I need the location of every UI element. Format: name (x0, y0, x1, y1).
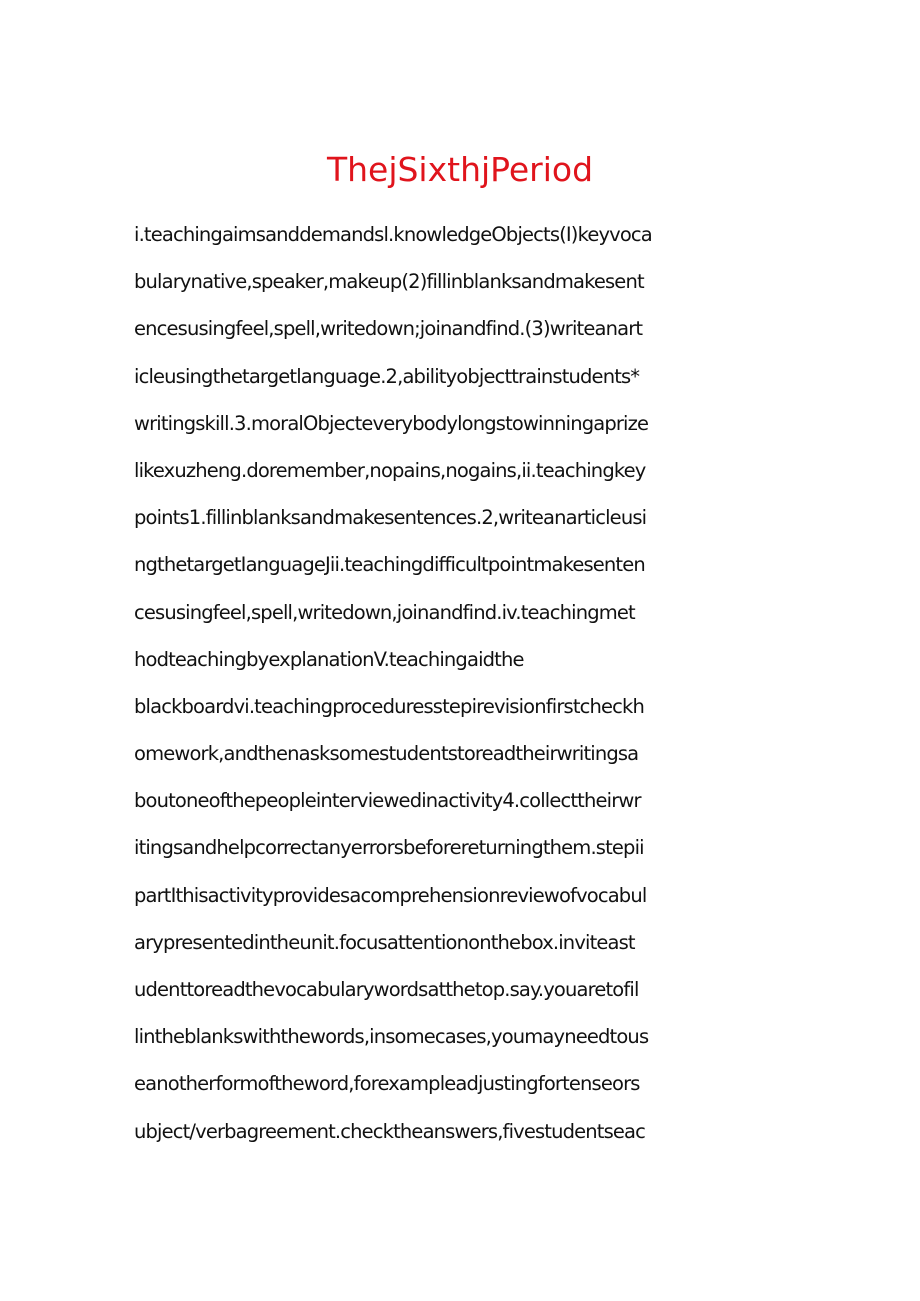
document-title: ThejSixthjPeriod (326, 150, 594, 189)
body-line: hodteachingbyexplanationV.teachingaidthe (134, 647, 524, 671)
body-line: itingsandhelpcorrectanyerrorsbeforereturningthem.stepii (134, 836, 644, 860)
body-line: cesusingfeel,spell,writedown,joinandfind.iv.teachingmet (134, 600, 635, 624)
body-line: i.teachingaimsanddemandsl.knowledgeObjects(I)keyvoca (134, 223, 652, 246)
body-line: ngthetargetIanguageJii.teachingdifficultpointmakesenten (134, 553, 645, 577)
document-body (134, 211, 794, 1155)
body-line: likexuzheng.doremember,nopains,nogains,ii.teachingkey (134, 458, 646, 482)
body-line: partIthisactivityprovidesacomprehensionreviewofvocabul (134, 883, 647, 907)
body-line: lintheblankswiththewords,insomecases,youmayneedtous (134, 1025, 649, 1049)
body-line: omework,andthenasksomestudentstoreadtheirwritingsa (134, 742, 639, 766)
body-line: bularynative,speaker,makeup(2)fillinblanksandmakesent (134, 270, 644, 294)
body-line: boutoneofthepeopleinterviewedinactivity4.collecttheirwr (134, 789, 641, 813)
body-line: encesusingfeel,spell,writedown;joinandfind.(3)writeanart (134, 317, 643, 341)
body-line: arypresentedintheunit.focusattentiononthebox.inviteast (134, 930, 635, 954)
body-line: blackboardvi.teachingproceduresstepirevisionfirstcheckh (134, 694, 644, 718)
body-line: points1.fillinblanksandmakesentences.2,writeanarticleusi (134, 506, 647, 530)
body-line: udenttoreadthevocabularywordsatthetop.say.youaretofil (134, 978, 639, 1001)
body-line: ubject/verbagreement.checktheanswers,fivestudentseac (134, 1119, 645, 1143)
body-line: eanotherformoftheword,forexampleadjustingfortenseors (134, 1072, 640, 1096)
body-line: icleusingthetargetlanguage.2,abilityobjecttrainstudents* (134, 364, 640, 388)
body-line: writingskill.3.moralObjecteverybodylongstowinningaprize (134, 411, 649, 435)
